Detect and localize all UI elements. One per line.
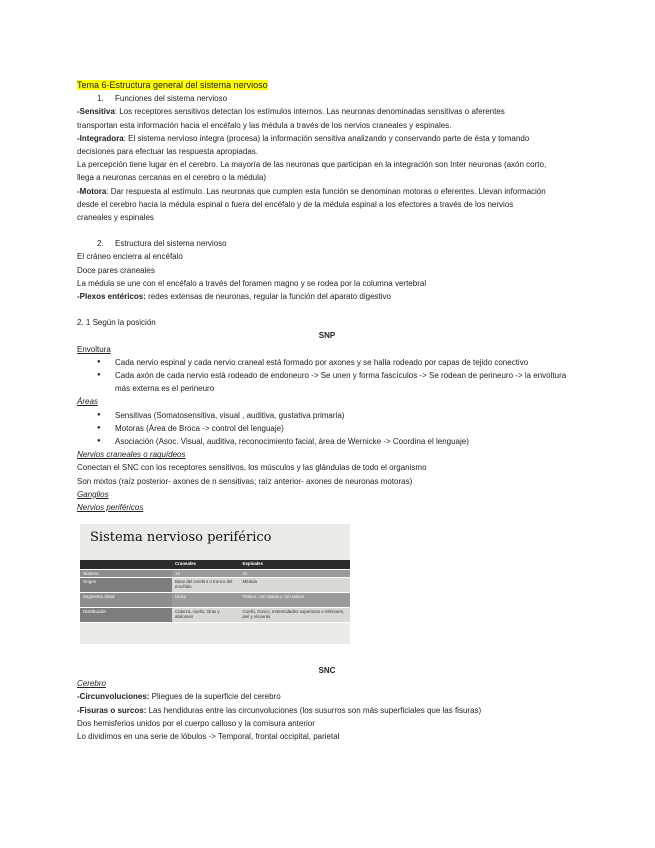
paragraph-line: craneales y espinales: [77, 213, 154, 223]
table-cell: Único: [172, 593, 240, 608]
document-body: Tema 6-Estructura general del sistema nervioso 1. Funciones del sistema nervioso -Sensitiva: Los receptores sensitivos detectan los estímulos internos. Las neuronas denominadas sensitivas o aferentes transportan esta información hacia el encéfalo y las médula a través de los nervios craneales y espinales. -Integradora: El sistema nervioso integra (procesa) la información sensitiva analizando y conservando parte de ésta y tomando decisiones para efectuar las respuesta apropiadas. La percepción tiene lugar en el cerebro. La mayoría de las neuronas que participan en la integración son Inter neuronas (axón corto, llega a neuronas cercanas en el cerebro o la médula) -Motora: Dar respuesta al estímulo. Las neuronas que cumplen esta función se denominan motoras o eferentes. Llevan información desde el cerebro hacia la médula espinal o fuera del encéfalo y de la médula espinal a los efectores a través de los nervios craneales y espinales 2. Estructura del sistema nervioso El cráneo encierra al encéfalo Doce pares craneales La médula se une con el encéfalo a través del foramen magno y se rodea por la columna vertebral -Plexos entéricos: redes extensas de neuronas, regular la función del aparato digestivo 2. 1 Según la posición SNP Envoltura ● Cada nervio espinal y cada nervio craneal está formado por axones y se halla rodeado por capas de tejido conectivo ● Cada axón de cada nervio está rodeado de endoneuro -> Se unen y forma fascículos -> Se rodean de perineuro -> la envoltura más externa es el perineuro Áreas ● Sensitivas (Somatosensitiva, visual , auditiva, gustativa primaria) ● Motoras (Área de Broca -> control del lenguaje) ● Asociación (Asoc. Visual, auditiva, reconocimiento facial, área de Wernicke -> Coordina el lenguaje) Nervios craneales o raquídeos Conectan el SNC con los receptores sensitivos, los músculos y las glándulas de todo el organismo Son mixtos (raíz posterior- axones de n sensitivas; raíz anterior- axones de neuronas motoras) Ganglios Nervios periféricos: [77, 79, 577, 514]
table-cell: 31: [240, 570, 350, 578]
table-row: [80, 578, 350, 593]
table-cell: Base del cerebro o tronco del encéfalo: [172, 578, 240, 593]
column-header: Espinales: [240, 560, 350, 570]
table-cell: Cabeza, cuello, tórax y abdomen: [172, 608, 240, 623]
list-item: ● Sensitivas (Somatosensitiva, visual , auditiva, gustativa primaria): [77, 409, 577, 422]
areas-heading: Áreas: [77, 397, 98, 407]
table-cell: Cuello, tronco, extremidades superiores e inferiores, piel y vísceras: [240, 608, 350, 623]
paragraph-line: El cráneo encierra al encéfalo: [77, 252, 183, 262]
document-title: Tema 6-Estructura general del sistema nervioso: [77, 80, 268, 90]
table-row: [80, 593, 350, 608]
figure-title: Sistema nervioso periférico: [90, 530, 272, 545]
nervios-perifericos-heading: Nervios periféricos: [77, 503, 144, 513]
term-integradora: -Integradora: [77, 133, 124, 143]
snp-heading: SNP: [318, 331, 336, 341]
row-header: Distribución: [80, 608, 172, 623]
subsection-heading: 2. 1 Según la posición: [77, 318, 156, 328]
ganglios-heading: Ganglios: [77, 489, 109, 499]
document-body-snc: SNC Cerebro -Circunvoluciones: Pliegues de la superficie del cerebro -Fisuras o surcos: Las hendiduras entre las circunvoluciones (los susurros son más superficiales que las fisuras) Dos hemisferios unidos por el cuerpo calloso y la comisura anterior Lo dividimos en una serie de lóbulos -> Temporal, frontal occipital, parietal: [77, 664, 577, 743]
row-header: Origen: [80, 578, 172, 593]
paragraph-line: llega a neuronas cercanas en el cerebro o la médula): [77, 173, 267, 183]
list-item: ● Cada axón de cada nervio está rodeado de endoneuro -> Se unen y forma fascículos -> Se rodean de perineuro -> la envoltura más externa es el perineuro: [77, 369, 577, 395]
row-header: Número: [80, 570, 172, 578]
envoltura-heading: Envoltura: [77, 344, 111, 354]
term-circunvoluciones: -Circunvoluciones:: [77, 692, 150, 702]
term-plexos: -Plexos entéricos:: [77, 292, 146, 302]
paragraph-line: Lo dividimos en una serie de lóbulos -> Temporal, frontal occipital, parietal: [77, 732, 340, 742]
paragraph-line: decisiones para efectuar las respuesta apropiadas.: [77, 147, 258, 157]
paragraph-line: desde el cerebro hacia la médula espinal o fuera del encéfalo y de la médula espinal a los efectores a través de los nervios: [77, 199, 514, 209]
table-cell: 12: [172, 570, 240, 578]
term-sensitiva: -Sensitiva: [77, 107, 115, 117]
snc-heading: SNC: [318, 666, 336, 675]
paragraph-line: La médula se une con el encéfalo a través del foramen magno y se rodea por la columna vertebral: [77, 278, 427, 288]
paragraph-line: Son mixtos (raíz posterior- axones de n sensitivas; raíz anterior- axones de neuronas motoras): [77, 476, 413, 486]
paragraph-line: Dos hemisferios unidos por el cuerpo calloso y la comisura anterior: [77, 718, 315, 728]
list-item: ● Cada nervio espinal y cada nervio craneal está formado por axones y se halla rodeado por capas de tejido conectivo: [77, 356, 577, 369]
table-row: [80, 570, 350, 578]
term-fisuras: -Fisuras o surcos:: [77, 705, 147, 715]
table-cell: Tronco, con ramas y con raíces: [240, 593, 350, 608]
list-item: ● Asociación (Asoc. Visual, auditiva, reconocimiento facial, área de Wernicke -> Coordina el lenguaje): [77, 435, 577, 448]
section-heading: 2. Estructura del sistema nervioso: [97, 239, 227, 249]
paragraph-line: La percepción tiene lugar en el cerebro. La mayoría de las neuronas que participan en la integración son Inter neuronas (axón corto,: [77, 160, 547, 170]
snp-table-figure: [80, 524, 350, 644]
column-header: [80, 560, 172, 570]
paragraph-line: Doce pares craneales: [77, 265, 155, 275]
term-motora: -Motora: [77, 186, 107, 196]
list-item: ● Motoras (Área de Broca -> control del lenguaje): [77, 422, 577, 435]
table-header-row: [80, 560, 350, 570]
table-row: [80, 608, 350, 623]
snp-table: [80, 560, 350, 623]
column-header: Craneales: [172, 560, 240, 570]
paragraph-line: transportan esta información hacia el encéfalo y las médula a través de los nervios craneales y espinales.: [77, 120, 452, 130]
nervios-craneales-heading: Nervios craneales o raquídeos: [77, 450, 186, 460]
paragraph-line: Conectan el SNC con los receptores sensitivos, los músculos y las glándulas de todo el organismo: [77, 463, 427, 473]
cerebro-heading: Cerebro: [77, 679, 106, 689]
row-header: Segmento distal: [80, 593, 172, 608]
table-cell: Médula: [240, 578, 350, 593]
section-heading: 1. Funciones del sistema nervioso: [97, 94, 228, 104]
